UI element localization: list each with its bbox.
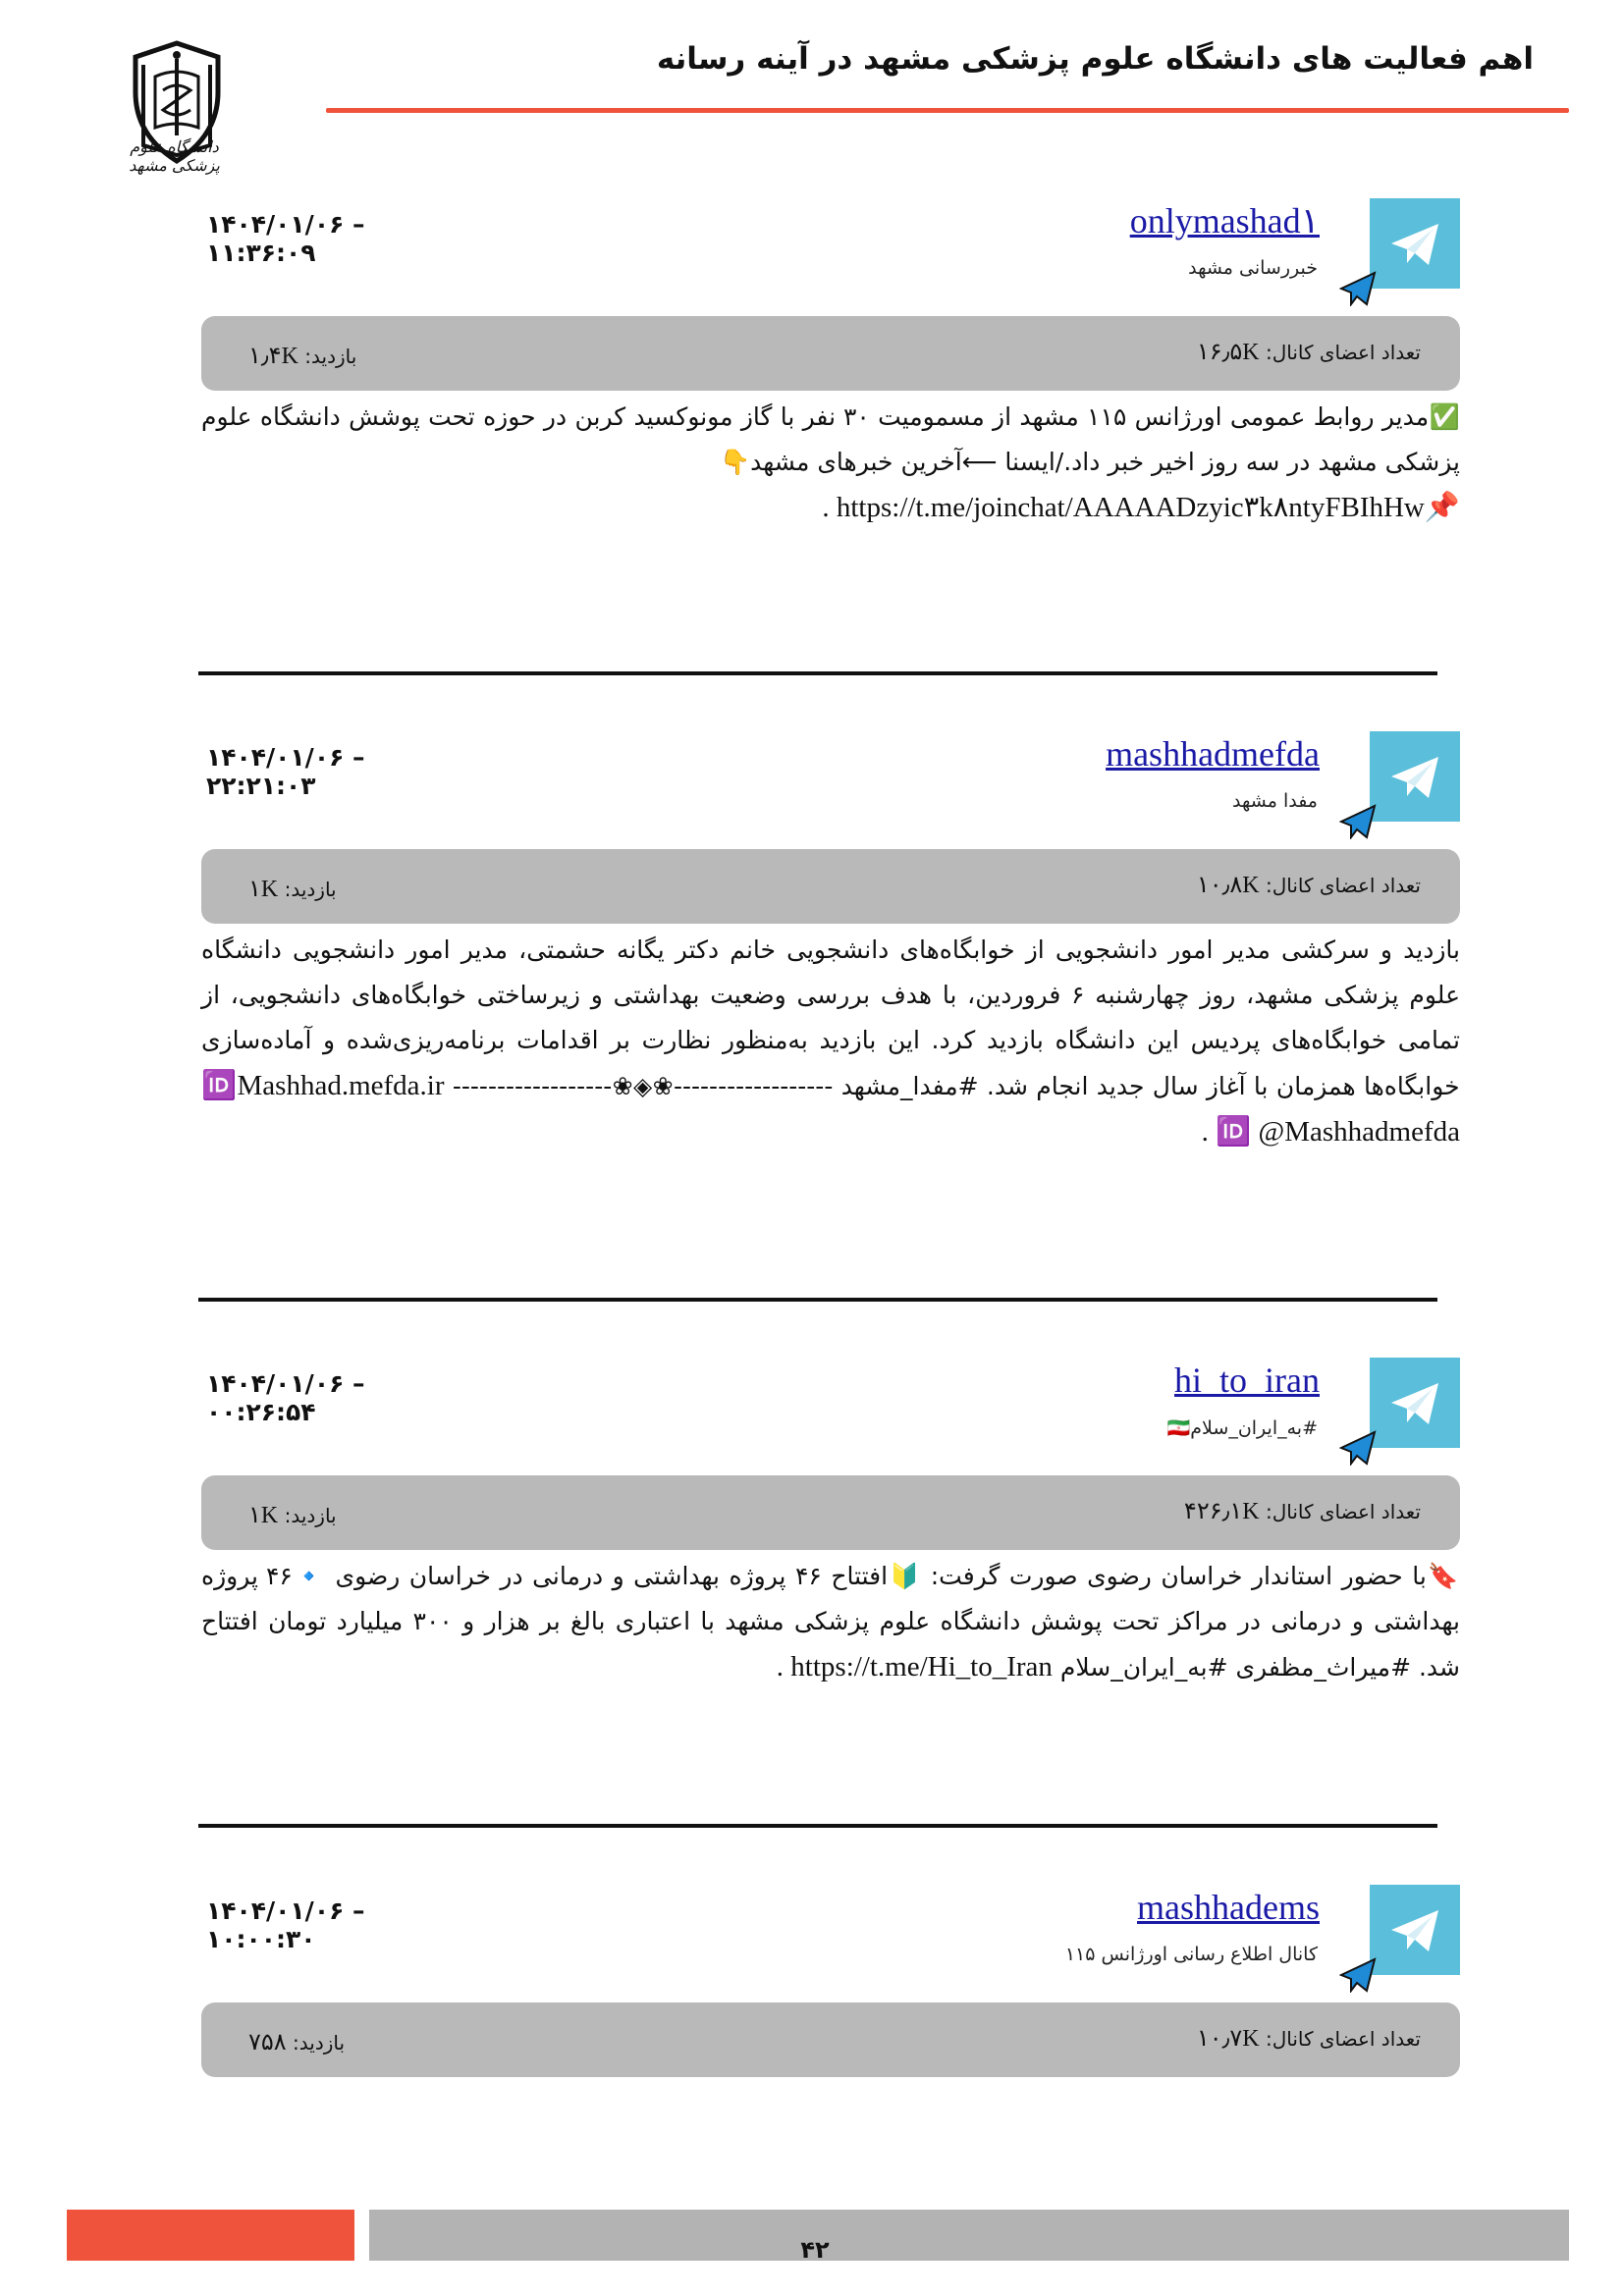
section-divider [198, 671, 1437, 675]
channel-link[interactable]: hi_to_iran [1174, 1361, 1320, 1400]
telegram-badge-icon [1339, 804, 1377, 839]
post-date: ۱۴۰۴/۰۱/۰۶ – ۲۲:۲۱:۰۳ [206, 743, 365, 800]
member-count: تعداد اعضای کانال: ۱۰٫۸K [1196, 873, 1421, 898]
header-divider [326, 108, 1569, 113]
telegram-icon [1370, 1885, 1460, 1975]
channel-link[interactable]: mashhadems [1137, 1888, 1320, 1927]
post-link[interactable]: 📌https://t.me/joinchat/AAAAADzyic۳k۸ntyFBIhHw . [822, 492, 1460, 523]
post-date: ۱۴۰۴/۰۱/۰۶ – ۰۰:۲۶:۵۴ [206, 1369, 365, 1426]
section-divider [198, 1824, 1437, 1828]
logo-caption: دانشگاه علوم پزشکی مشهد [129, 137, 220, 175]
telegram-badge-icon [1339, 271, 1377, 306]
member-count: تعداد اعضای کانال: ۴۲۶٫۱K [1183, 1499, 1421, 1524]
page-title: اهم فعالیت های دانشگاه علوم پزشکی مشهد در آینه رسانه [656, 41, 1534, 77]
page-number: ۴۲ [800, 2236, 830, 2264]
footer-bar [369, 2210, 1569, 2261]
post-link[interactable]: https://t.me/Hi_to_Iran . [776, 1651, 1053, 1682]
telegram-icon [1370, 1358, 1460, 1448]
channel-link[interactable]: mashhadmefda [1106, 734, 1320, 774]
post-date: ۱۴۰۴/۰۱/۰۶ – ۱۱:۳۶:۰۹ [206, 210, 365, 267]
footer-accent-bar [67, 2210, 354, 2261]
channel-description: کانال اطلاع رسانی اورژانس ۱۱۵ [1064, 1944, 1318, 1965]
post-body: ✅مدیر روابط عمومی اورژانس ۱۱۵ مشهد از مسمومیت ۳۰ نفر با گاز مونوکسید کربن در حوزه تحت پوشش دانشگاه علوم پزشکی مشهد در سه روز اخیر خبر داد./ایسنا ⟵آخرین خبرهای مشهد👇 📌https://t.me/joinchat/AAAAADzyic۳k۸ntyFBIhHw . [201, 402, 1460, 523]
view-count: بازدید: ۱٫۴K [248, 344, 357, 369]
stats-bar [201, 2002, 1460, 2077]
telegram-badge-icon [1339, 1430, 1377, 1466]
telegram-icon [1370, 198, 1460, 289]
stats-bar [201, 1475, 1460, 1550]
member-count: تعداد اعضای کانال: ۱۶٫۵K [1196, 340, 1421, 365]
post-body: 🔖با حضور استاندار خراسان رضوی صورت گرفت: 🔰افتتاح ۴۶ پروژه بهداشتی و درمانی در خراسان رضوی 🔹۴۶ پروژه بهداشتی و درمانی در مراکز تحت پوشش دانشگاه علوم پزشکی مشهد با اعتباری بالغ بر هزار و ۳۰۰ میلیارد تومان افتتاح شد. #میراث_مظفری #به_ایران_سلام https://t.me/Hi_to_Iran . [201, 1562, 1460, 1682]
section-divider [198, 1298, 1437, 1302]
channel-link[interactable]: onlymashad۱ [1129, 201, 1320, 240]
post-link[interactable]: 🆔Mashhad.mefda.ir 🆔 @Mashhadmefda . [201, 1070, 1460, 1148]
member-count: تعداد اعضای کانال: ۱۰٫۷K [1196, 2026, 1421, 2052]
view-count: بازدید: ۱K [248, 877, 337, 902]
stats-bar [201, 316, 1460, 391]
channel-description: خبررسانی مشهد [1188, 257, 1318, 279]
channel-description: مفدا مشهد [1232, 790, 1318, 812]
channel-description: #به_ایران_سلام🇮🇷 [1166, 1417, 1318, 1439]
view-count: بازدید: ۷۵۸ [248, 2030, 346, 2056]
stats-bar [201, 849, 1460, 924]
post-body: بازدید و سرکشی مدیر امور دانشجویی از خوابگاه‌های دانشجویی خانم دکتر یگانه حشمتی، مدیر امور دانشجویی دانشگاه علوم پزشکی مشهد، روز چهارشنبه ۶ فروردین، با هدف بررسی وضعیت بهداشتی و زیرساختی خوابگاه‌های دانشجویی، از تمامی خوابگاه‌های پردیس این دانشگاه بازدید کرد. این بازدید به‌منظور نظارت بر اقدامات برنامه‌ریزی‌شده و آماده‌سازی خوابگاه‌ها همزمان با آغاز سال جدید انجام شد. #مفدا_مشهد ------------------❀◈❀------------------ 🆔Mashhad.mefda.ir 🆔 @Mashhadmefda . [201, 935, 1461, 1148]
post-date: ۱۴۰۴/۰۱/۰۶ – ۱۰:۰۰:۳۰ [206, 1896, 365, 1953]
telegram-badge-icon [1339, 1957, 1377, 1993]
telegram-icon [1370, 731, 1460, 822]
view-count: بازدید: ۱K [248, 1503, 337, 1528]
